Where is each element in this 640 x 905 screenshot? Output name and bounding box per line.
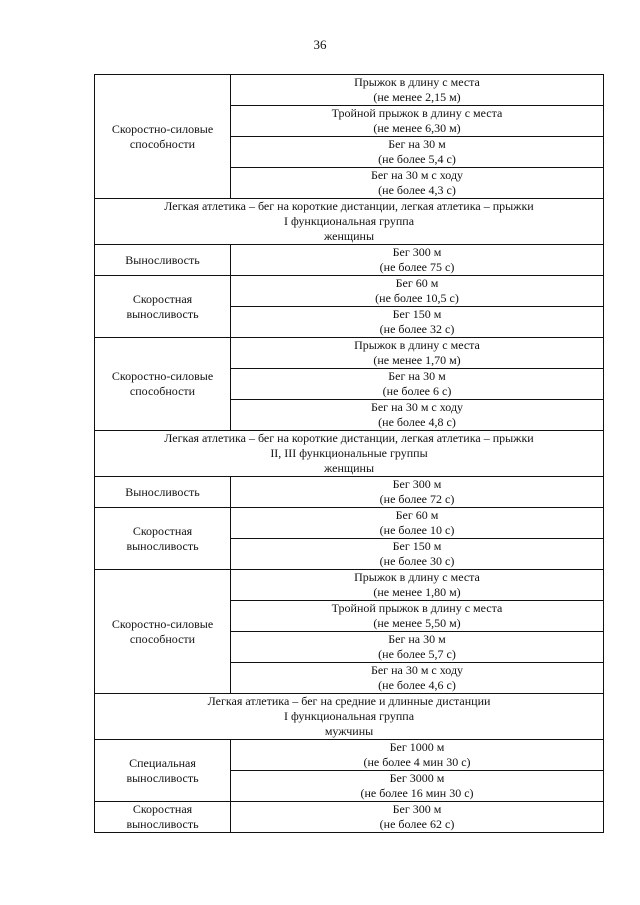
test-norm: (не менее 5,50 м)	[373, 616, 461, 630]
test-name: Бег на 30 м	[388, 369, 446, 383]
quality-cell	[95, 75, 231, 199]
test-name: Бег 150 м	[392, 539, 442, 553]
test-norm: (не более 72 с)	[379, 492, 455, 506]
quality-label-line: Выносливость	[125, 252, 200, 267]
section-header-line: Легкая атлетика – бег на короткие дистанции, легкая атлетика – прыжки	[164, 431, 534, 445]
quality-cell	[95, 477, 231, 508]
test-name: Бег 3000 м	[389, 771, 445, 785]
quality-cell	[95, 570, 231, 694]
section-header	[95, 199, 604, 245]
test-norm: (не более 5,7 с)	[378, 647, 456, 661]
quality-label-line: способности	[129, 631, 196, 646]
test-norm: (не более 62 с)	[379, 817, 455, 831]
test-name: Прыжок в длину с места	[354, 338, 480, 352]
section-header	[95, 431, 604, 477]
quality-label-line: выносливость	[126, 538, 199, 553]
test-name: Бег на 30 м	[388, 632, 446, 646]
section-header-line: I функциональная группа	[283, 709, 415, 723]
test-row	[95, 802, 604, 833]
section-header-line: мужчины	[324, 724, 374, 738]
test-norm: (не более 4,3 с)	[378, 183, 456, 197]
test-cell	[231, 276, 604, 307]
quality-label-line: выносливость	[126, 817, 199, 831]
test-norm: (не более 4,6 с)	[378, 678, 456, 692]
test-cell	[231, 771, 604, 802]
test-norm: (не более 4,8 с)	[378, 415, 456, 429]
test-row	[95, 75, 604, 106]
quality-label-line: Скоростная	[132, 291, 193, 306]
test-norm: (не менее 1,80 м)	[373, 585, 461, 599]
section-header-row	[95, 431, 604, 477]
test-name: Бег на 30 м с ходу	[370, 400, 464, 414]
section-header-line: Легкая атлетика – бег на средние и длинные дистанции	[207, 694, 491, 708]
test-norm: (не более 30 с)	[379, 554, 455, 568]
test-name: Бег на 30 м с ходу	[370, 663, 464, 677]
test-row	[95, 477, 604, 508]
section-header	[95, 694, 604, 740]
test-cell	[231, 802, 604, 833]
quality-label-line: выносливость	[126, 306, 199, 321]
test-name: Тройной прыжок в длину с места	[331, 601, 503, 615]
section-header-row	[95, 199, 604, 245]
quality-label-line: способности	[129, 136, 196, 151]
test-norm: (не более 4 мин 30 с)	[363, 755, 471, 769]
test-name: Тройной прыжок в длину с места	[331, 106, 503, 120]
test-cell	[231, 106, 604, 137]
test-row	[95, 508, 604, 539]
quality-label-line: Скоростно-силовые	[111, 616, 214, 631]
test-norm: (не более 10,5 с)	[375, 291, 459, 305]
test-name: Бег 300 м	[392, 245, 442, 259]
test-cell	[231, 245, 604, 276]
quality-label-line: Выносливость	[125, 484, 200, 499]
norms-table-body	[95, 75, 604, 833]
test-cell	[231, 137, 604, 168]
test-cell	[231, 307, 604, 338]
test-name: Бег 300 м	[392, 477, 442, 491]
test-norm: (не более 32 с)	[379, 322, 455, 336]
quality-cell	[95, 338, 231, 431]
quality-label-line: Скоростная	[132, 523, 193, 538]
section-header-line: I функциональная группа	[283, 214, 415, 228]
quality-cell	[95, 802, 231, 833]
quality-cell	[95, 508, 231, 570]
page-number: 36	[313, 37, 327, 52]
test-cell	[231, 477, 604, 508]
test-row	[95, 740, 604, 771]
test-cell	[231, 632, 604, 663]
quality-label-line: Скоростно-силовые	[111, 121, 214, 136]
quality-cell	[95, 740, 231, 802]
test-norm: (не более 10 с)	[379, 523, 455, 537]
test-cell	[231, 75, 604, 106]
test-name: Бег 150 м	[392, 307, 442, 321]
test-norm: (не более 5,4 с)	[378, 152, 456, 166]
test-cell	[231, 663, 604, 694]
quality-label-line: Скоростно-силовые	[111, 369, 214, 383]
test-cell	[231, 601, 604, 632]
test-cell	[231, 570, 604, 601]
test-row	[95, 245, 604, 276]
quality-cell	[95, 245, 231, 276]
quality-label-line: выносливость	[126, 770, 199, 785]
test-norm: (не более 6 с)	[382, 384, 452, 398]
test-name: Прыжок в длину с места	[354, 570, 480, 584]
quality-label-line: Специальная	[129, 755, 196, 770]
section-header-row	[95, 694, 604, 740]
test-cell	[231, 168, 604, 199]
test-norm: (не более 16 мин 30 с)	[360, 786, 474, 800]
test-norm: (не менее 2,15 м)	[373, 90, 461, 104]
section-header-line: женщины	[323, 461, 375, 475]
norms-table	[94, 74, 604, 833]
section-header-line: Легкая атлетика – бег на короткие дистанции, легкая атлетика – прыжки	[164, 199, 534, 213]
quality-cell	[95, 276, 231, 338]
test-cell	[231, 338, 604, 369]
test-name: Бег 1000 м	[389, 740, 445, 754]
test-norm: (не менее 1,70 м)	[373, 353, 461, 367]
test-name: Бег 300 м	[392, 802, 442, 816]
test-name: Прыжок в длину с места	[354, 75, 480, 89]
quality-label-line: Скоростная	[132, 802, 193, 816]
section-header-line: женщины	[323, 229, 375, 243]
section-header-line: II, III функциональные группы	[270, 446, 428, 460]
quality-label-line: способности	[129, 384, 196, 398]
test-cell	[231, 740, 604, 771]
test-name: Бег 60 м	[395, 508, 439, 522]
test-norm: (не менее 6,30 м)	[373, 121, 461, 135]
test-row	[95, 570, 604, 601]
test-row	[95, 338, 604, 369]
test-cell	[231, 539, 604, 570]
test-cell	[231, 369, 604, 400]
test-cell	[231, 400, 604, 431]
test-row	[95, 276, 604, 307]
test-norm: (не более 75 с)	[379, 260, 455, 274]
test-cell	[231, 508, 604, 539]
test-name: Бег на 30 м с ходу	[370, 168, 464, 182]
test-name: Бег на 30 м	[388, 137, 446, 151]
test-name: Бег 60 м	[395, 276, 439, 290]
